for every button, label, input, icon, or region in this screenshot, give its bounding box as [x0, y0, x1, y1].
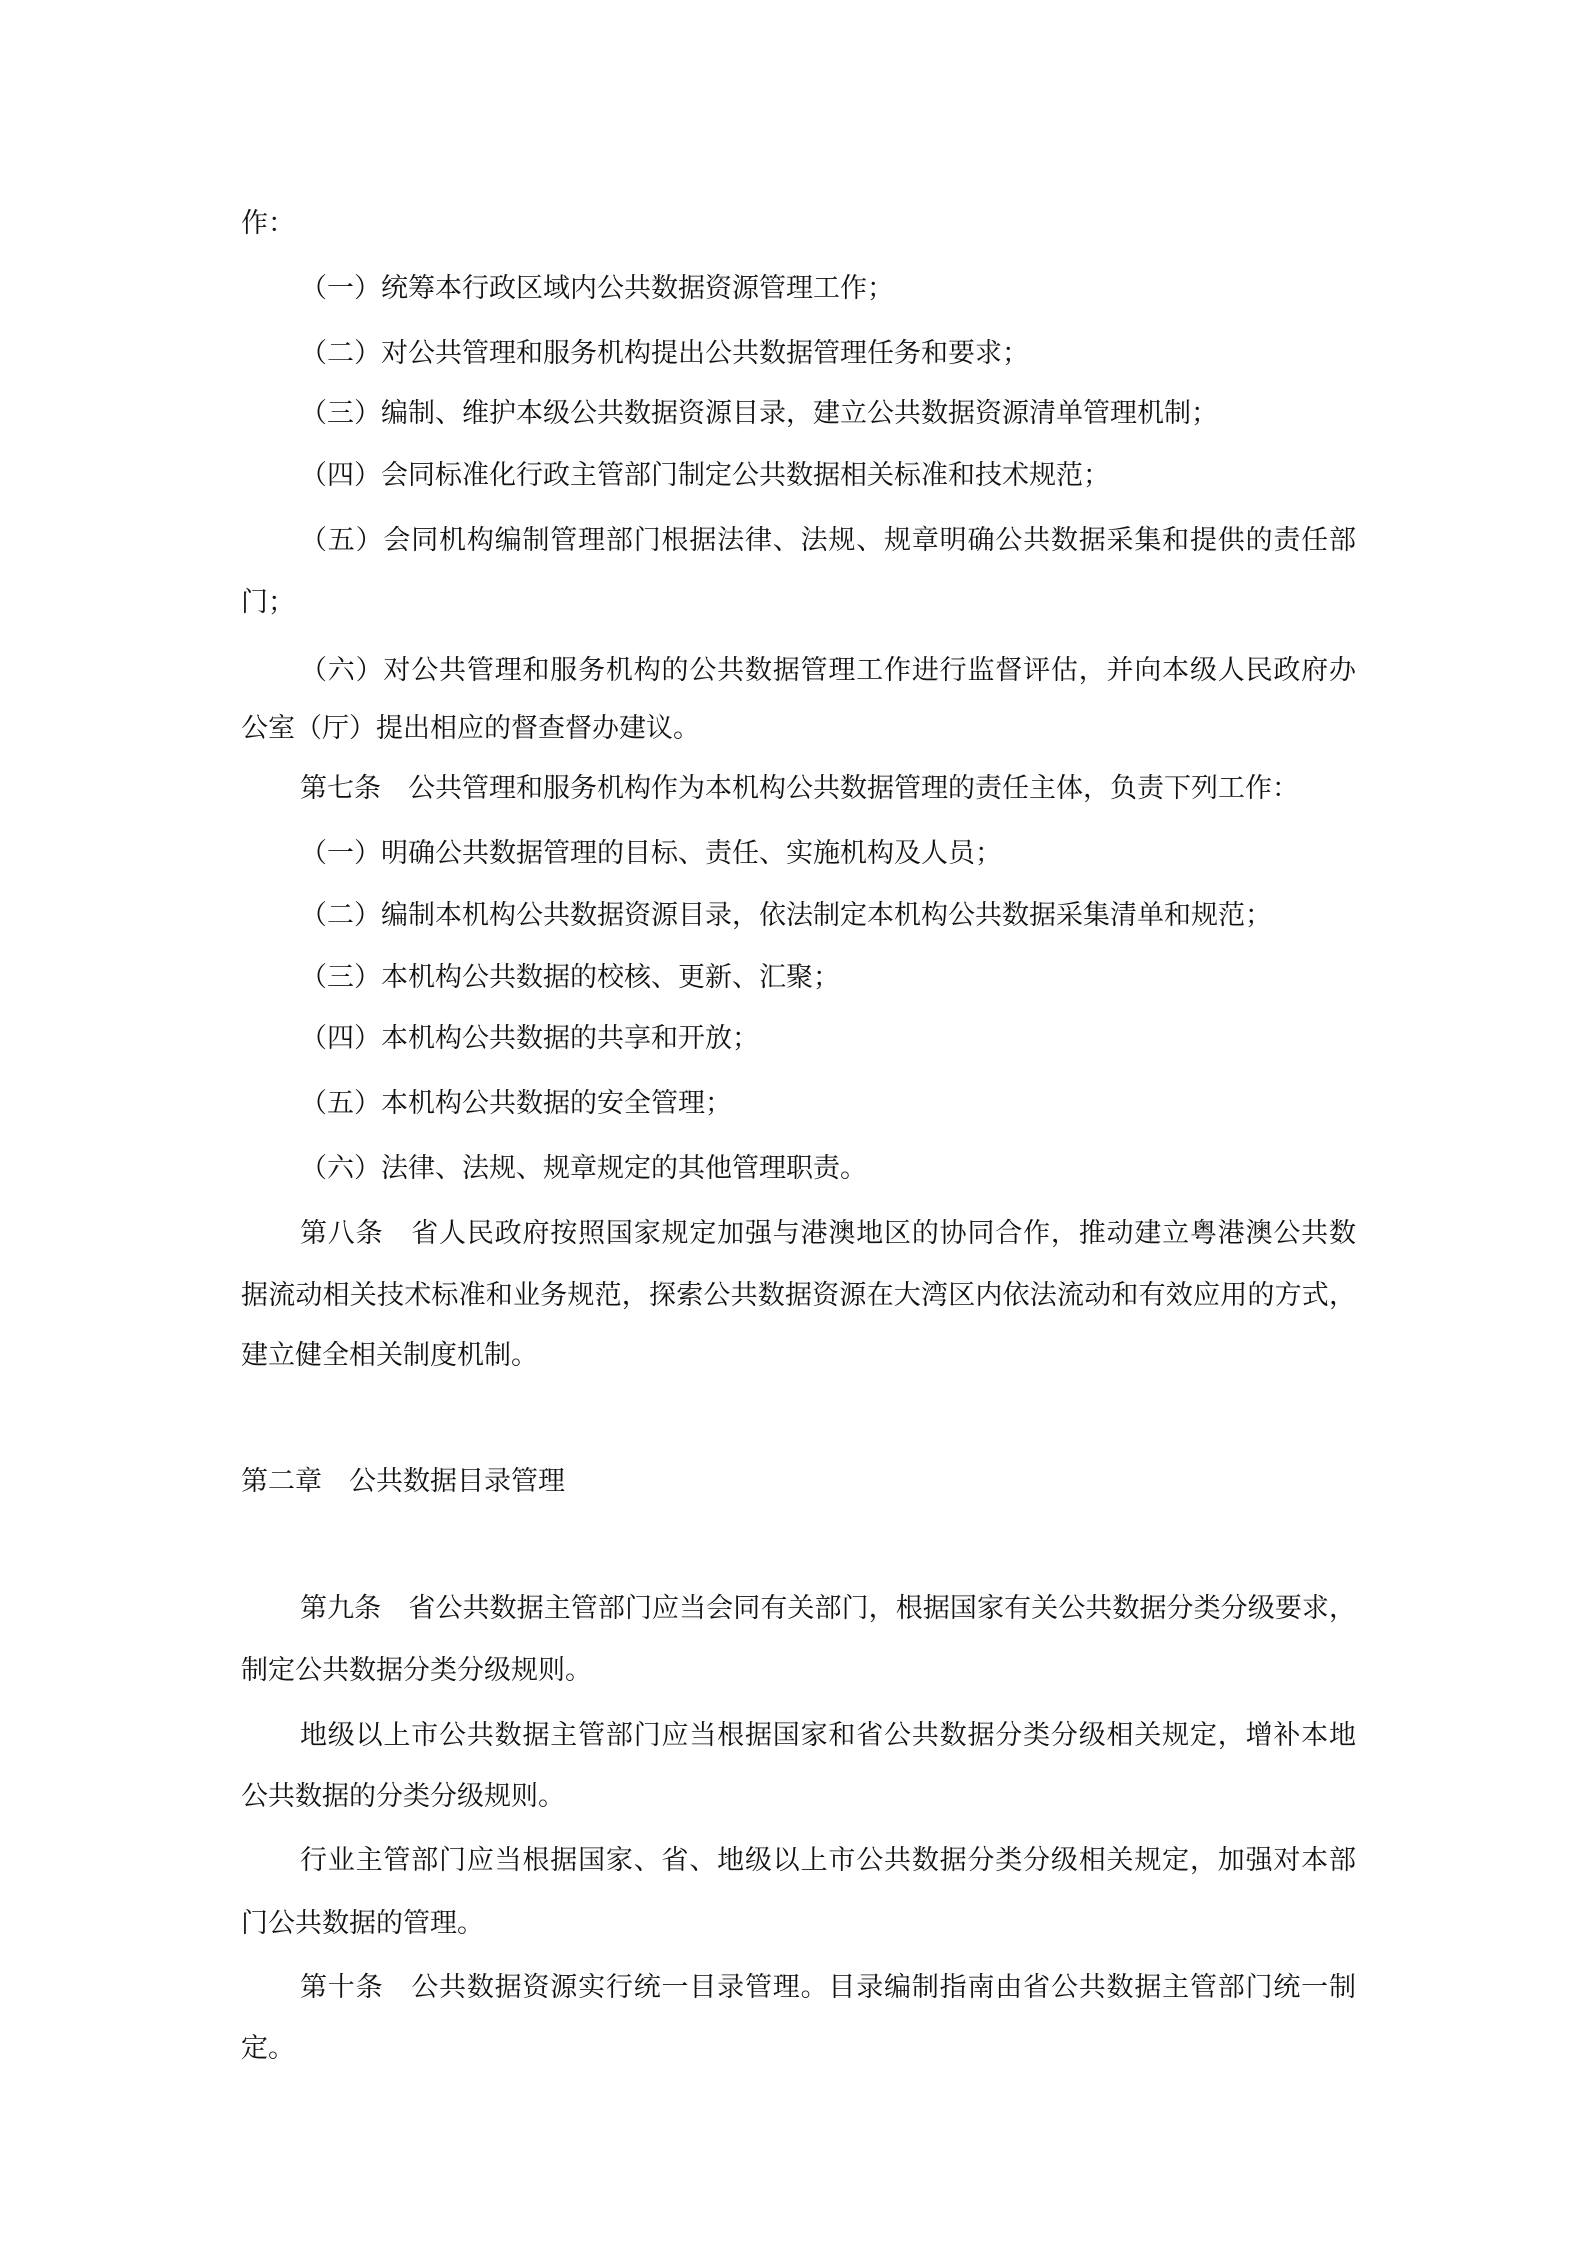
text-line: 门公共数据的管理。	[241, 1908, 484, 1939]
text-line: 作：	[241, 208, 295, 239]
text-line: 行业主管部门应当根据国家、省、地级以上市公共数据分类分级相关规定，加强对本部	[300, 1845, 1356, 1876]
text-line: 公共数据的分类分级规则。	[241, 1781, 565, 1812]
text-line: 据流动相关技术标准和业务规范，探索公共数据资源在大湾区内依法流动和有效应用的方式，	[241, 1280, 1356, 1311]
text-line: （六）对公共管理和服务机构的公共数据管理工作进行监督评估，并向本级人民政府办	[300, 655, 1356, 686]
text-line: （一）明确公共数据管理的目标、责任、实施机构及人员；	[300, 838, 1002, 869]
chapter-heading: 第二章 公共数据目录管理	[241, 1466, 565, 1497]
text-line: 第九条 省公共数据主管部门应当会同有关部门，根据国家有关公共数据分类分级要求，	[300, 1593, 1356, 1624]
text-line: （一）统筹本行政区域内公共数据资源管理工作；	[300, 273, 894, 304]
text-line: （四）会同标准化行政主管部门制定公共数据相关标准和技术规范；	[300, 460, 1110, 491]
text-line: （五）会同机构编制管理部门根据法律、法规、规章明确公共数据采集和提供的责任部	[300, 525, 1356, 556]
text-line: 门；	[241, 587, 295, 618]
text-line: （二）对公共管理和服务机构提出公共数据管理任务和要求；	[300, 338, 1029, 369]
text-line: 地级以上市公共数据主管部门应当根据国家和省公共数据分类分级相关规定，增补本地	[300, 1720, 1356, 1751]
text-line: 公室（厅）提出相应的督查督办建议。	[241, 713, 700, 744]
text-line: 定。	[241, 2033, 295, 2064]
text-line: 第十条 公共数据资源实行统一目录管理。目录编制指南由省公共数据主管部门统一制	[300, 1972, 1356, 2003]
text-line: （四）本机构公共数据的共享和开放；	[300, 1023, 759, 1054]
text-line: （三）编制、维护本级公共数据资源目录，建立公共数据资源清单管理机制；	[300, 398, 1218, 429]
text-line: 第七条 公共管理和服务机构作为本机构公共数据管理的责任主体，负责下列工作：	[300, 773, 1299, 804]
text-line: （六）法律、法规、规章规定的其他管理职责。	[300, 1153, 867, 1184]
text-line: （二）编制本机构公共数据资源目录，依法制定本机构公共数据采集清单和规范；	[300, 900, 1272, 931]
text-line: （五）本机构公共数据的安全管理；	[300, 1088, 732, 1119]
text-line: 建立健全相关制度机制。	[241, 1340, 538, 1371]
text-line: 第八条 省人民政府按照国家规定加强与港澳地区的协同合作，推动建立粤港澳公共数	[300, 1218, 1356, 1249]
text-line: 制定公共数据分类分级规则。	[241, 1655, 592, 1686]
text-line: （三）本机构公共数据的校核、更新、汇聚；	[300, 962, 840, 993]
